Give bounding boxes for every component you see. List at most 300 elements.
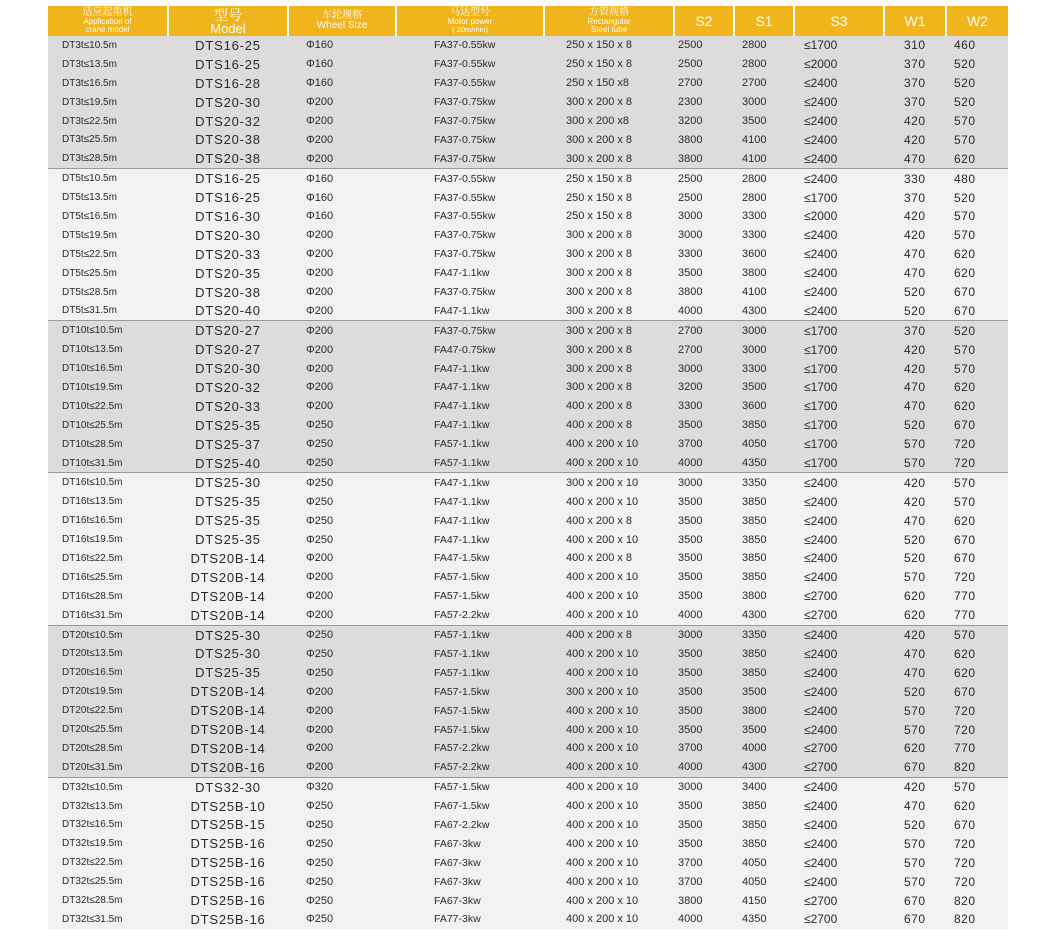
table-row xyxy=(48,454,1008,473)
cell-s1: 3300 xyxy=(734,207,794,226)
cell-s2: 4000 xyxy=(674,454,734,473)
table-row xyxy=(48,797,1008,816)
cell-wheel-size: Φ250 xyxy=(288,416,396,435)
cell-steel-tube: 400 x 200 x 10 xyxy=(544,758,674,777)
cell-crane-model: DT10t≤19.5m xyxy=(48,378,168,397)
cell-s3: ≤2400 xyxy=(794,682,884,701)
cell-w1: 570 xyxy=(884,834,946,853)
cell-s2: 3500 xyxy=(674,511,734,530)
cell-s3: ≤2700 xyxy=(794,910,884,929)
cell-w2: 670 xyxy=(946,549,1008,568)
cell-w1: 420 xyxy=(884,359,946,378)
cell-wheel-size: Φ200 xyxy=(288,130,396,149)
cell-steel-tube: 400 x 200 x 10 xyxy=(544,568,674,587)
cell-w2: 570 xyxy=(946,359,1008,378)
table-row xyxy=(48,910,1008,929)
table-row xyxy=(48,834,1008,853)
cell-s3: ≤2400 xyxy=(794,872,884,891)
cell-s1: 4100 xyxy=(734,283,794,302)
cell-motor-power: FA37-0.55kw xyxy=(396,188,544,207)
cell-motor-power: FA47-1.1kw xyxy=(396,359,544,378)
cell-s1: 3600 xyxy=(734,397,794,416)
cell-w1: 570 xyxy=(884,872,946,891)
cell-wheel-size: Φ250 xyxy=(288,473,396,492)
table-row xyxy=(48,853,1008,872)
cell-model: DTS16-25 xyxy=(168,169,288,188)
cell-s2: 3500 xyxy=(674,549,734,568)
cell-w2: 670 xyxy=(946,301,1008,320)
cell-crane-model: DT20t≤22.5m xyxy=(48,701,168,720)
cell-wheel-size: Φ200 xyxy=(288,720,396,739)
cell-crane-model: DT3t≤25.5m xyxy=(48,130,168,149)
cell-w2: 620 xyxy=(946,245,1008,264)
cell-motor-power: FA47-1.1kw xyxy=(396,301,544,320)
cell-crane-model: DT5t≤25.5m xyxy=(48,264,168,283)
cell-wheel-size: Φ200 xyxy=(288,739,396,758)
cell-w2: 570 xyxy=(946,340,1008,359)
cell-s1: 4050 xyxy=(734,435,794,454)
cell-wheel-size: Φ200 xyxy=(288,378,396,397)
cell-motor-power: FA77-3kw xyxy=(396,910,544,929)
cell-motor-power: FA37-0.75kw xyxy=(396,93,544,112)
cell-steel-tube: 400 x 200 x 10 xyxy=(544,454,674,473)
cell-s1: 3600 xyxy=(734,245,794,264)
cell-model: DTS20-27 xyxy=(168,340,288,359)
cell-w2: 620 xyxy=(946,264,1008,283)
cell-motor-power: FA37-0.75kw xyxy=(396,321,544,340)
cell-s1: 3850 xyxy=(734,834,794,853)
cell-w2: 620 xyxy=(946,378,1008,397)
table-row xyxy=(48,606,1008,625)
cell-s3: ≤2400 xyxy=(794,93,884,112)
cell-crane-model: DT16t≤10.5m xyxy=(48,473,168,492)
cell-w2: 770 xyxy=(946,606,1008,625)
cell-motor-power: FA47-1.1kw xyxy=(396,473,544,492)
cell-wheel-size: Φ160 xyxy=(288,188,396,207)
cell-s1: 3850 xyxy=(734,816,794,835)
cell-model: DTS20B-16 xyxy=(168,758,288,777)
cell-model: DTS32-30 xyxy=(168,777,288,796)
cell-s2: 3500 xyxy=(674,816,734,835)
cell-w2: 520 xyxy=(946,188,1008,207)
cell-motor-power: FA37-0.55kw xyxy=(396,207,544,226)
cell-s1: 3000 xyxy=(734,321,794,340)
cell-steel-tube: 400 x 200 x 10 xyxy=(544,777,674,796)
cell-s1: 3850 xyxy=(734,645,794,664)
cell-steel-tube: 300 x 200 x 8 xyxy=(544,321,674,340)
cell-crane-model: DT16t≤28.5m xyxy=(48,587,168,606)
cell-s1: 3850 xyxy=(734,492,794,511)
cell-s1: 4000 xyxy=(734,739,794,758)
header-s1: S1 xyxy=(734,6,794,36)
header-motor-en: Motor power xyxy=(447,17,493,27)
cell-s1: 3300 xyxy=(734,359,794,378)
cell-w1: 520 xyxy=(884,549,946,568)
cell-steel-tube: 400 x 200 x 10 xyxy=(544,530,674,549)
cell-s2: 3500 xyxy=(674,264,734,283)
cell-model: DTS16-25 xyxy=(168,55,288,74)
cell-model: DTS20-38 xyxy=(168,149,288,168)
cell-s2: 3500 xyxy=(674,530,734,549)
cell-s2: 4000 xyxy=(674,606,734,625)
cell-crane-model: DT32t≤31.5m xyxy=(48,910,168,929)
cell-s1: 4300 xyxy=(734,301,794,320)
cell-motor-power: FA37-0.55kw xyxy=(396,169,544,188)
cell-motor-power: FA57-1.5kw xyxy=(396,568,544,587)
header-crane-cn: 适应起重机 xyxy=(82,7,133,18)
cell-w1: 420 xyxy=(884,777,946,796)
cell-s3: ≤1700 xyxy=(794,435,884,454)
cell-s2: 2500 xyxy=(674,188,734,207)
cell-s3: ≤2400 xyxy=(794,130,884,149)
cell-steel-tube: 250 x 150 x8 xyxy=(544,74,674,93)
cell-motor-power: FA37-0.75kw xyxy=(396,226,544,245)
cell-s1: 3500 xyxy=(734,682,794,701)
table-row xyxy=(48,625,1008,644)
table-row xyxy=(48,397,1008,416)
cell-s2: 3700 xyxy=(674,853,734,872)
cell-wheel-size: Φ160 xyxy=(288,169,396,188)
cell-crane-model: DT20t≤13.5m xyxy=(48,645,168,664)
table-row xyxy=(48,891,1008,910)
cell-motor-power: FA47-1.1kw xyxy=(396,530,544,549)
cell-crane-model: DT32t≤22.5m xyxy=(48,853,168,872)
cell-s1: 2800 xyxy=(734,169,794,188)
cell-crane-model: DT20t≤19.5m xyxy=(48,682,168,701)
cell-s3: ≤1700 xyxy=(794,36,884,55)
cell-steel-tube: 300 x 200 x 8 xyxy=(544,245,674,264)
cell-model: DTS16-25 xyxy=(168,188,288,207)
cell-crane-model: DT20t≤10.5m xyxy=(48,625,168,644)
cell-wheel-size: Φ160 xyxy=(288,207,396,226)
spec-table xyxy=(48,6,1008,929)
table-row xyxy=(48,301,1008,320)
cell-motor-power: FA57-1.5kw xyxy=(396,682,544,701)
cell-motor-power: FA47-1.1kw xyxy=(396,492,544,511)
cell-steel-tube: 400 x 200 x 10 xyxy=(544,816,674,835)
cell-s1: 3500 xyxy=(734,378,794,397)
cell-w2: 460 xyxy=(946,36,1008,55)
cell-steel-tube: 400 x 200 x 8 xyxy=(544,397,674,416)
cell-w1: 420 xyxy=(884,625,946,644)
table-row xyxy=(48,55,1008,74)
cell-s2: 3200 xyxy=(674,378,734,397)
cell-w1: 470 xyxy=(884,663,946,682)
cell-motor-power: FA37-0.55kw xyxy=(396,36,544,55)
cell-wheel-size: Φ200 xyxy=(288,758,396,777)
cell-w2: 720 xyxy=(946,435,1008,454)
cell-s2: 3800 xyxy=(674,283,734,302)
cell-s2: 3500 xyxy=(674,568,734,587)
header-wheel-size xyxy=(288,6,396,36)
cell-model: DTS20B-14 xyxy=(168,720,288,739)
cell-steel-tube: 400 x 200 x 8 xyxy=(544,549,674,568)
table-row xyxy=(48,93,1008,112)
cell-steel-tube: 300 x 200 x 8 xyxy=(544,93,674,112)
table-row xyxy=(48,226,1008,245)
cell-motor-power: FA37-0.75kw xyxy=(396,112,544,131)
cell-w1: 470 xyxy=(884,797,946,816)
cell-steel-tube: 300 x 200 x 8 xyxy=(544,149,674,168)
cell-crane-model: DT32t≤13.5m xyxy=(48,797,168,816)
cell-steel-tube: 400 x 200 x 8 xyxy=(544,416,674,435)
cell-wheel-size: Φ200 xyxy=(288,549,396,568)
cell-s2: 3000 xyxy=(674,625,734,644)
cell-s3: ≤1700 xyxy=(794,378,884,397)
cell-w2: 570 xyxy=(946,777,1008,796)
cell-model: DTS25-35 xyxy=(168,492,288,511)
cell-s2: 3800 xyxy=(674,130,734,149)
cell-crane-model: DT20t≤25.5m xyxy=(48,720,168,739)
header-w1: W1 xyxy=(884,6,946,36)
cell-w1: 570 xyxy=(884,568,946,587)
table-body xyxy=(48,36,1008,929)
table-row xyxy=(48,112,1008,131)
table-row xyxy=(48,645,1008,664)
cell-model: DTS25-35 xyxy=(168,416,288,435)
cell-s1: 4350 xyxy=(734,454,794,473)
cell-crane-model: DT3t≤16.5m xyxy=(48,74,168,93)
cell-motor-power: FA57-1.1kw xyxy=(396,435,544,454)
table-row xyxy=(48,36,1008,55)
cell-w1: 620 xyxy=(884,606,946,625)
cell-s1: 3500 xyxy=(734,112,794,131)
cell-crane-model: DT5t≤28.5m xyxy=(48,283,168,302)
cell-crane-model: DT16t≤25.5m xyxy=(48,568,168,587)
cell-steel-tube: 400 x 200 x 10 xyxy=(544,587,674,606)
table-row xyxy=(48,872,1008,891)
table-row xyxy=(48,720,1008,739)
cell-w2: 670 xyxy=(946,816,1008,835)
cell-w2: 570 xyxy=(946,625,1008,644)
cell-s3: ≤2000 xyxy=(794,55,884,74)
cell-motor-power: FA57-2.2kw xyxy=(396,739,544,758)
table-row xyxy=(48,739,1008,758)
cell-s2: 4000 xyxy=(674,758,734,777)
cell-motor-power: FA47-1.1kw xyxy=(396,511,544,530)
cell-wheel-size: Φ250 xyxy=(288,663,396,682)
cell-motor-power: FA67-3kw xyxy=(396,853,544,872)
cell-model: DTS25B-16 xyxy=(168,872,288,891)
header-tube-en2: Steel tube xyxy=(590,25,628,34)
cell-s3: ≤2400 xyxy=(794,473,884,492)
cell-w2: 720 xyxy=(946,568,1008,587)
cell-steel-tube: 400 x 200 x 10 xyxy=(544,701,674,720)
cell-s1: 3000 xyxy=(734,340,794,359)
cell-wheel-size: Φ160 xyxy=(288,74,396,93)
cell-s1: 3800 xyxy=(734,264,794,283)
cell-w1: 670 xyxy=(884,910,946,929)
cell-motor-power: FA37-0.55kw xyxy=(396,74,544,93)
cell-steel-tube: 400 x 200 x 10 xyxy=(544,834,674,853)
cell-model: DTS20-33 xyxy=(168,245,288,264)
cell-s3: ≤2700 xyxy=(794,739,884,758)
header-wheel-en: Wheel Size xyxy=(316,20,368,31)
cell-crane-model: DT10t≤16.5m xyxy=(48,359,168,378)
cell-motor-power: FA57-2.2kw xyxy=(396,758,544,777)
cell-model: DTS20-30 xyxy=(168,226,288,245)
cell-motor-power: FA67-3kw xyxy=(396,891,544,910)
cell-s2: 3700 xyxy=(674,739,734,758)
cell-model: DTS20-30 xyxy=(168,93,288,112)
cell-wheel-size: Φ200 xyxy=(288,301,396,320)
cell-wheel-size: Φ320 xyxy=(288,777,396,796)
cell-steel-tube: 300 x 200 x 8 xyxy=(544,283,674,302)
cell-crane-model: DT16t≤31.5m xyxy=(48,606,168,625)
cell-s2: 3300 xyxy=(674,397,734,416)
cell-s2: 3800 xyxy=(674,891,734,910)
cell-w1: 470 xyxy=(884,378,946,397)
cell-model: DTS20B-14 xyxy=(168,568,288,587)
cell-w2: 820 xyxy=(946,758,1008,777)
cell-w1: 420 xyxy=(884,492,946,511)
cell-wheel-size: Φ200 xyxy=(288,340,396,359)
cell-w1: 420 xyxy=(884,226,946,245)
cell-w2: 820 xyxy=(946,910,1008,929)
cell-wheel-size: Φ200 xyxy=(288,283,396,302)
cell-s2: 2700 xyxy=(674,321,734,340)
table-row xyxy=(48,492,1008,511)
cell-model: DTS20-32 xyxy=(168,112,288,131)
cell-s2: 3500 xyxy=(674,834,734,853)
cell-w2: 670 xyxy=(946,416,1008,435)
cell-s3: ≤2400 xyxy=(794,834,884,853)
cell-wheel-size: Φ250 xyxy=(288,834,396,853)
cell-wheel-size: Φ200 xyxy=(288,568,396,587)
cell-w1: 520 xyxy=(884,816,946,835)
cell-crane-model: DT3t≤13.5m xyxy=(48,55,168,74)
cell-steel-tube: 300 x 200 x 8 xyxy=(544,264,674,283)
cell-w1: 370 xyxy=(884,321,946,340)
cell-s2: 3300 xyxy=(674,245,734,264)
cell-w2: 570 xyxy=(946,473,1008,492)
cell-model: DTS25-30 xyxy=(168,645,288,664)
cell-w2: 570 xyxy=(946,207,1008,226)
cell-s1: 4300 xyxy=(734,758,794,777)
table-row xyxy=(48,74,1008,93)
table-row xyxy=(48,359,1008,378)
table-row xyxy=(48,378,1008,397)
cell-s3: ≤2400 xyxy=(794,226,884,245)
header-s3: S3 xyxy=(794,6,884,36)
cell-model: DTS20-38 xyxy=(168,130,288,149)
header-model-en: Model xyxy=(210,20,246,36)
cell-w1: 420 xyxy=(884,340,946,359)
cell-s1: 2700 xyxy=(734,74,794,93)
cell-w2: 620 xyxy=(946,663,1008,682)
cell-s3: ≤2400 xyxy=(794,568,884,587)
cell-crane-model: DT16t≤19.5m xyxy=(48,530,168,549)
header-model xyxy=(168,6,288,36)
cell-motor-power: FA47-1.1kw xyxy=(396,264,544,283)
cell-s1: 3300 xyxy=(734,226,794,245)
cell-s2: 3500 xyxy=(674,645,734,664)
cell-w1: 570 xyxy=(884,720,946,739)
cell-s2: 2700 xyxy=(674,74,734,93)
cell-w2: 620 xyxy=(946,397,1008,416)
cell-s2: 3700 xyxy=(674,435,734,454)
cell-motor-power: FA67-2.2kw xyxy=(396,816,544,835)
cell-wheel-size: Φ250 xyxy=(288,816,396,835)
cell-wheel-size: Φ160 xyxy=(288,36,396,55)
cell-w2: 770 xyxy=(946,739,1008,758)
cell-w2: 520 xyxy=(946,74,1008,93)
cell-steel-tube: 300 x 200 x 8 xyxy=(544,340,674,359)
cell-s3: ≤2400 xyxy=(794,492,884,511)
cell-w2: 720 xyxy=(946,720,1008,739)
cell-w2: 670 xyxy=(946,283,1008,302)
table-row xyxy=(48,530,1008,549)
cell-s3: ≤1700 xyxy=(794,397,884,416)
cell-w2: 520 xyxy=(946,321,1008,340)
cell-s3: ≤2400 xyxy=(794,720,884,739)
cell-wheel-size: Φ250 xyxy=(288,910,396,929)
cell-s2: 3500 xyxy=(674,663,734,682)
header-motor-unit: ( 20m/min) xyxy=(452,25,488,35)
cell-wheel-size: Φ200 xyxy=(288,149,396,168)
cell-motor-power: FA67-1.5kw xyxy=(396,797,544,816)
cell-model: DTS25B-16 xyxy=(168,891,288,910)
table-row xyxy=(48,149,1008,168)
cell-wheel-size: Φ200 xyxy=(288,226,396,245)
cell-w2: 720 xyxy=(946,853,1008,872)
cell-s3: ≤1700 xyxy=(794,188,884,207)
table-row xyxy=(48,130,1008,149)
cell-wheel-size: Φ200 xyxy=(288,245,396,264)
cell-crane-model: DT10t≤28.5m xyxy=(48,435,168,454)
table-row xyxy=(48,549,1008,568)
cell-wheel-size: Φ200 xyxy=(288,701,396,720)
cell-s1: 3400 xyxy=(734,777,794,796)
table-header xyxy=(48,6,1008,36)
cell-s3: ≤2700 xyxy=(794,587,884,606)
cell-w1: 420 xyxy=(884,473,946,492)
cell-s1: 4100 xyxy=(734,130,794,149)
cell-motor-power: FA57-1.1kw xyxy=(396,663,544,682)
cell-steel-tube: 400 x 200 x 10 xyxy=(544,606,674,625)
cell-wheel-size: Φ200 xyxy=(288,264,396,283)
cell-s3: ≤2400 xyxy=(794,301,884,320)
cell-s3: ≤2400 xyxy=(794,149,884,168)
cell-model: DTS20B-14 xyxy=(168,587,288,606)
cell-s1: 2800 xyxy=(734,55,794,74)
cell-s2: 3500 xyxy=(674,701,734,720)
cell-s2: 3700 xyxy=(674,872,734,891)
cell-model: DTS20-38 xyxy=(168,283,288,302)
cell-s2: 3500 xyxy=(674,720,734,739)
cell-wheel-size: Φ250 xyxy=(288,891,396,910)
cell-motor-power: FA67-3kw xyxy=(396,834,544,853)
cell-model: DTS16-25 xyxy=(168,36,288,55)
cell-s3: ≤2400 xyxy=(794,283,884,302)
cell-crane-model: DT10t≤22.5m xyxy=(48,397,168,416)
cell-model: DTS20B-14 xyxy=(168,549,288,568)
cell-s3: ≤2400 xyxy=(794,777,884,796)
cell-crane-model: DT16t≤16.5m xyxy=(48,511,168,530)
cell-crane-model: DT5t≤31.5m xyxy=(48,301,168,320)
cell-steel-tube: 400 x 200 x 10 xyxy=(544,720,674,739)
cell-wheel-size: Φ200 xyxy=(288,112,396,131)
cell-crane-model: DT32t≤10.5m xyxy=(48,777,168,796)
cell-s1: 3850 xyxy=(734,797,794,816)
cell-s2: 3000 xyxy=(674,473,734,492)
cell-s2: 3000 xyxy=(674,359,734,378)
cell-s2: 3500 xyxy=(674,416,734,435)
cell-motor-power: FA37-0.75kw xyxy=(396,149,544,168)
cell-w2: 620 xyxy=(946,645,1008,664)
cell-w2: 570 xyxy=(946,492,1008,511)
cell-w1: 570 xyxy=(884,853,946,872)
